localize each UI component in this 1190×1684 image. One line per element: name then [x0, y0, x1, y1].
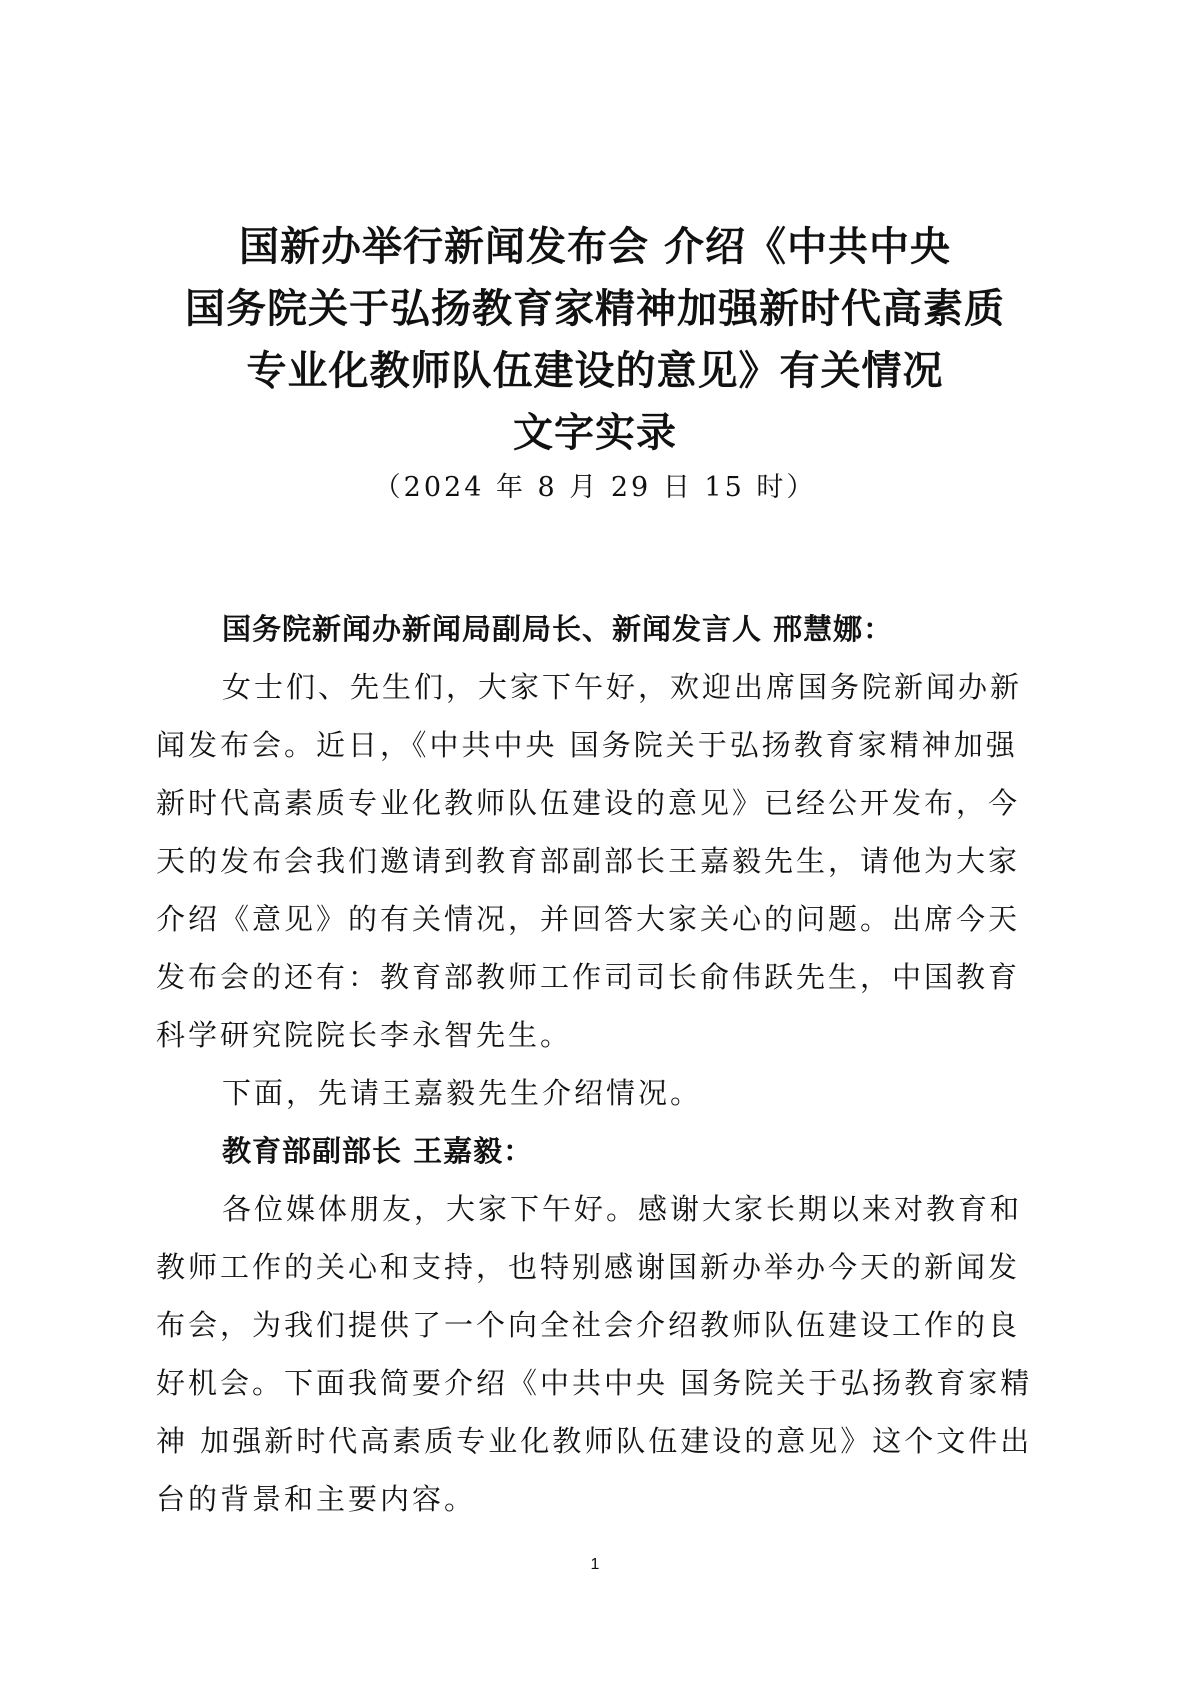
paragraph: [156, 1180, 1056, 1528]
paragraph-line: 科学研究院院长李永智先生。: [156, 1018, 573, 1052]
title-line-4: 文字实录: [513, 410, 677, 456]
document-date: （2024 年 8 月 29 日 15 时）: [373, 472, 817, 503]
paragraph-line: 教师工作的关心和支持，也特别感谢国新办举办今天的新闻发: [156, 1250, 1021, 1284]
paragraph-line: 各位媒体朋友，大家下午好。感谢大家长期以来对教育和: [222, 1192, 1023, 1226]
paragraph-line: 发布会的还有：教育部教师工作司司长俞伟跃先生，中国教育: [156, 960, 1021, 994]
title-line-3: 专业化教师队伍建设的意见》有关情况: [246, 348, 944, 394]
paragraph-line: 下面，先请王嘉毅先生介绍情况。: [222, 1076, 703, 1110]
speaker-heading: 国务院新闻办新闻局副局长、新闻发言人 邢慧娜：: [222, 612, 894, 646]
paragraph-line: 神 加强新时代高素质专业化教师队伍建设的意见》这个文件出: [156, 1424, 1033, 1458]
paragraph-line: 新时代高素质专业化教师队伍建设的意见》已经公开发布，今: [156, 786, 1021, 820]
paragraph-line: 闻发布会。近日，《中共中央 国务院关于弘扬教育家精神加强: [156, 728, 1018, 762]
page-number: 1: [590, 1556, 600, 1573]
speaker-heading: 教育部副部长 王嘉毅：: [222, 1134, 534, 1168]
paragraph-line: 台的背景和主要内容。: [156, 1482, 477, 1516]
paragraph: [156, 1064, 1056, 1122]
paragraph-line: 好机会。下面我简要介绍《中共中央 国务院关于弘扬教育家精: [156, 1366, 1033, 1400]
paragraph-line: 天的发布会我们邀请到教育部副部长王嘉毅先生，请他为大家: [156, 844, 1021, 878]
paragraph-line: 布会，为我们提供了一个向全社会介绍教师队伍建设工作的良: [156, 1308, 1021, 1342]
title-line-1: 国新办举行新闻发布会 介绍《中共中央: [239, 224, 951, 270]
paragraph-line: 介绍《意见》的有关情况，并回答大家关心的问题。出席今天: [156, 902, 1021, 936]
transcript-body: [156, 600, 1056, 1528]
paragraph-line: 女士们、先生们，大家下午好，欢迎出席国务院新闻办新: [222, 670, 1023, 704]
paragraph: [156, 658, 1056, 1064]
title-line-2: 国务院关于弘扬教育家精神加强新时代高素质: [185, 286, 1005, 332]
document-title: [100, 216, 1090, 508]
